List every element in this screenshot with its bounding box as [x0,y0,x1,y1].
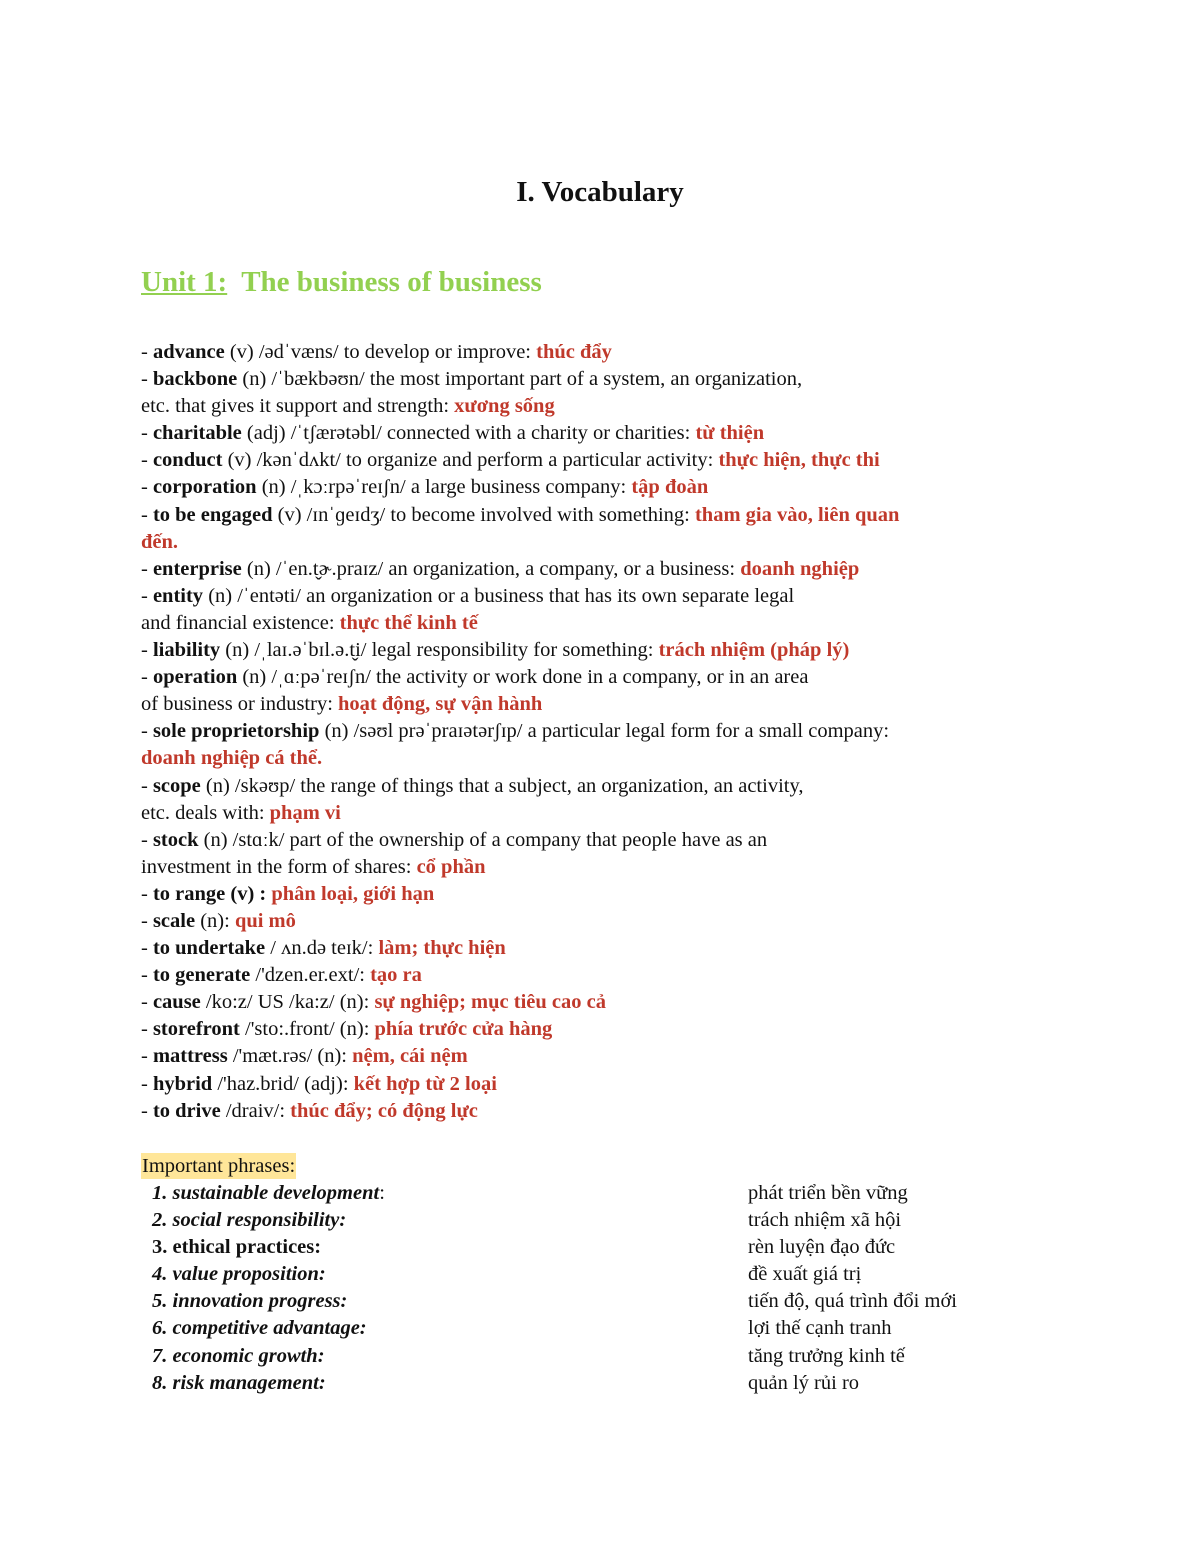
vocab-line [141,637,1041,664]
phrase-vietnamese: quản lý rủi ro [748,1371,860,1394]
vocab-text: - [141,991,153,1014]
vocab-text: - [141,1045,153,1068]
vocab-line [141,664,1041,691]
vocab-text: (v) /ɪnˈɡeɪdʒ/ to become involved with something: [272,503,695,526]
vocab-term: sole proprietorship [152,720,320,743]
vocab-term: liability [152,639,221,662]
vocab-line [141,1098,1041,1125]
phrase-english [152,1370,326,1397]
vocab-translation: cổ phần [416,855,486,878]
phrase-vietnamese: tăng trưởng kinh tế [748,1344,905,1367]
vocab-term: backbone [152,368,238,391]
vocab-translation: thực thể kinh tế [339,611,478,634]
vocab-line [141,691,1041,718]
vocab-text: (n) /ˌlaɪ.əˈbɪl.ə.t̬i/ legal responsibility for something: [220,639,659,662]
vocab-text: - [141,584,153,607]
vocab-text: etc. that gives it support and strength: [141,395,455,418]
vocab-line [141,773,1041,800]
phrase-english-text: 6. competitive advantage: [152,1317,367,1340]
vocab-translation: thúc đẩy; có động lực [290,1099,478,1122]
vocab-translation: phạm vi [269,801,341,824]
vocab-translation: phía trước cửa hàng [374,1018,553,1041]
vocab-translation: doanh nghiệp [740,557,860,580]
vocab-text: (v) /ədˈvæns/ to develop or improve: [224,341,537,363]
vocab-term: scale [152,909,196,932]
vocab-translation: phân loại, giới hạn [271,882,435,905]
vocab-term: mattress [152,1045,228,1068]
vocab-text: - [141,476,153,499]
vocab-line [141,800,1041,827]
phrase-english-text: 5. innovation progress: [152,1290,348,1313]
vocab-text: - [141,503,153,526]
vocab-text: (n) /ˌkɔːrpəˈreɪʃn/ a large business company: [256,476,632,499]
vocab-term: to undertake [152,937,266,960]
phrase-row [152,1180,1052,1207]
vocab-line [141,854,1041,881]
important-phrases-label: Important phrases: [142,1155,296,1177]
vocab-term: enterprise [152,557,242,580]
phrase-row [152,1234,1052,1261]
vocabulary-list [141,339,1041,1125]
vocab-translation: sự nghiệp; mục tiêu cao cả [374,991,606,1014]
vocab-translation: doanh nghiệp cá thể. [141,747,323,770]
vocab-text: - [141,422,153,445]
vocab-translation: tạo ra [370,964,422,987]
vocab-text: - [141,964,153,987]
phrase-english [152,1288,347,1315]
vocab-line [141,989,1041,1016]
vocab-text: (adj) /ˈtʃærətəbl/ connected with a charity or charities: [241,422,696,445]
vocab-line [141,366,1041,393]
phrase-vietnamese: đề xuất giá trị [748,1263,862,1286]
vocab-translation: nệm, cái nệm [352,1045,468,1068]
phrase-suffix: : [379,1182,385,1204]
vocab-line [141,502,1041,529]
phrase-english-text: 4. value proposition: [152,1263,326,1286]
vocab-line [141,745,1041,772]
vocab-translation: trách nhiệm (pháp lý) [658,639,850,662]
phrase-row [152,1288,1052,1315]
vocab-text: - [141,1072,153,1095]
vocab-term: stock [152,828,199,851]
vocab-term: storefront [152,1018,240,1041]
vocab-term: conduct [152,449,223,472]
vocab-line [141,393,1041,420]
vocab-line [141,583,1041,610]
vocab-text: (n) /ˌɑːpəˈreɪʃn/ the activity or work done in a company, or in an area [237,666,809,689]
phrase-row [152,1343,1052,1370]
phrase-row [152,1315,1052,1342]
vocab-term: to drive [152,1099,221,1122]
vocab-line [141,908,1041,935]
phrase-english-text: 2. social responsibility: [152,1209,347,1232]
vocab-text: - [141,368,153,391]
vocab-text: - [141,774,153,797]
vocab-line [141,1016,1041,1043]
phrase-english [152,1315,367,1342]
vocab-line [141,420,1041,447]
vocab-line [141,529,1041,556]
vocab-line [141,1043,1041,1070]
phrase-english-text: 3. ethical practices: [152,1236,322,1259]
phrase-english [152,1343,325,1370]
phrase-vietnamese: lợi thế cạnh tranh [748,1317,892,1340]
vocab-text: - [141,937,153,960]
vocab-term: scope [152,774,201,797]
vocab-text: /'dzen.er.ext/: [250,964,371,987]
vocab-translation: thực hiện, thực thi [718,449,880,472]
vocab-text: - [141,909,153,932]
vocab-text: etc. deals with: [141,801,270,824]
vocab-line [141,962,1041,989]
vocab-translation: xương sống [454,395,555,418]
phrase-row [152,1261,1052,1288]
phrase-vietnamese: phát triển bền vững [748,1182,908,1204]
vocab-translation: kết hợp từ 2 loại [353,1072,497,1095]
page-title: I. Vocabulary [516,176,684,208]
vocab-term: to be engaged [152,503,273,526]
vocab-text: (n) /skəʊp/ the range of things that a subject, an organization, an activity, [200,774,804,797]
vocab-text: (n) /ˈen.t̬ɚ.praɪz/ an organization, a company, or a business: [241,557,741,580]
vocab-text: /'haz.brid/ (adj): [212,1072,354,1095]
vocab-term: corporation [152,476,257,499]
vocab-translation: làm; thực hiện [378,937,506,960]
phrase-vietnamese: trách nhiệm xã hội [748,1209,902,1232]
vocab-line [141,447,1041,474]
vocab-translation: thúc đẩy [536,341,612,363]
vocab-term: to generate [152,964,251,987]
vocab-line [141,881,1041,908]
phrase-english [152,1207,346,1234]
vocab-text: (v) /kənˈdʌkt/ to organize and perform a particular activity: [222,449,719,472]
unit-heading [141,266,542,299]
unit-name: The business of business [241,266,542,298]
vocab-text: - [141,1018,153,1041]
vocab-line [141,474,1041,501]
vocab-text: /draiv/: [220,1099,291,1122]
vocab-translation: tham gia vào, liên quan [694,503,900,526]
vocab-text: (n) /ˈentəti/ an organization or a business that has its own separate legal [203,584,795,607]
vocab-line [141,827,1041,854]
phrase-row [152,1207,1052,1234]
vocab-term: advance [152,341,225,363]
vocab-text: - [141,1099,153,1122]
vocab-text: - [141,449,153,472]
vocab-translation: qui mô [234,909,296,932]
phrase-english-text: 1. sustainable development [152,1182,380,1204]
vocab-text: of business or industry: [141,693,339,716]
vocab-term: cause [152,991,201,1014]
vocab-text: /'mæt.rəs/ (n): [227,1045,353,1068]
vocab-text: - [141,882,153,905]
vocab-term: hybrid [152,1072,213,1095]
vocab-text: (n): [195,909,235,932]
phrase-english-text: 8. risk management: [152,1371,326,1394]
vocab-term: operation [152,666,238,689]
phrase-row [152,1370,1052,1397]
vocab-line [141,556,1041,583]
vocab-line [141,1071,1041,1098]
vocab-text: (n) /ˈbækbəʊn/ the most important part of a system, an organization, [237,368,803,391]
vocab-text: and financial existence: [141,611,340,634]
vocab-text: - [141,666,153,689]
vocab-text: /'sto:.front/ (n): [239,1018,375,1041]
vocab-text: (n) /səʊl prəˈpraɪətərʃɪp/ a particular legal form for a small company: [319,720,890,743]
vocab-term: entity [152,584,204,607]
phrase-english [152,1261,326,1288]
vocab-text: - [141,341,153,363]
phrase-english-text: 7. economic growth: [152,1344,325,1367]
vocab-text: - [141,639,153,662]
important-phrases-list [152,1180,1052,1397]
vocab-text: - [141,828,153,851]
vocab-line [141,718,1041,745]
vocab-translation: tập đoàn [631,476,709,499]
vocab-translation: từ thiện [695,422,765,445]
vocab-text: (n) /stɑːk/ part of the ownership of a company that people have as an [198,828,768,851]
vocab-text: - [141,557,153,580]
vocab-term: charitable [152,422,242,445]
phrase-english [152,1180,385,1207]
vocab-line [141,610,1041,637]
vocab-line [141,339,1041,366]
vocab-translation: đến. [141,530,179,553]
vocab-text: / ʌn.də teɪk/: [265,937,379,960]
vocab-line [141,935,1041,962]
unit-label: Unit 1: [141,266,228,298]
vocab-text: /ko:z/ US /ka:z/ (n): [200,991,375,1014]
vocab-text: investment in the form of shares: [141,855,417,878]
vocab-text: - [141,720,153,743]
phrase-vietnamese: tiến độ, quá trình đổi mới [748,1290,957,1313]
vocab-term: to range (v) : [152,882,267,905]
vocab-translation: hoạt động, sự vận hành [338,693,543,716]
phrase-vietnamese: rèn luyện đạo đức [748,1236,896,1259]
phrase-english [152,1234,321,1261]
